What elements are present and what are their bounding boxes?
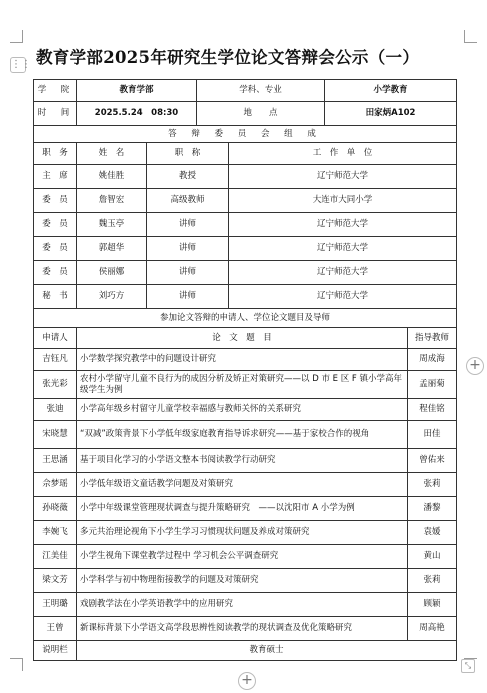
defense-table [33,79,457,661]
notes-label: 说明栏 [34,641,77,661]
member-role: 秘 书 [34,285,77,309]
member-org[interactable]: 大连市大同小学 [229,189,457,213]
advisor-name[interactable]: 周成海 [408,349,457,371]
thesis-row [34,617,457,641]
thesis-topic[interactable]: 小学生视角下课堂教学过程中 学习机会公平调查研究 [77,545,408,569]
time-label: 时 间 [34,102,77,126]
thesis-topic[interactable]: 小学低年级语文童话教学问题及对策研究 [77,473,408,497]
member-name[interactable]: 姚佳胜 [77,165,147,189]
college-value[interactable]: 教育学部 [77,80,197,102]
thesis-topic[interactable]: 农村小学留守儿童不良行为的成因分析及矫正对策研究——以 D 市 E 区 F 镇小学高年级学生为例 [77,371,408,399]
page-corner-mark [10,30,23,43]
thesis-topic[interactable]: 小学中年级课堂管理现状调查与提升策略研究 ——以沈阳市 A 小学为例 [77,497,408,521]
thesis-topic[interactable]: 小学数学探究教学中的问题设计研究 [77,349,408,371]
applicant-name[interactable]: 宋晓慧 [34,421,77,449]
applicant-name[interactable]: 江美佳 [34,545,77,569]
col-org: 工 作 单 位 [229,143,457,165]
advisor-name[interactable]: 张莉 [408,473,457,497]
resize-icon[interactable]: ⤡ [461,659,475,673]
committee-column-headers [34,143,457,165]
notes-row [34,641,457,661]
applicant-name[interactable]: 王思涵 [34,449,77,473]
page-corner-mark [10,658,23,671]
thesis-row [34,449,457,473]
advisor-name[interactable]: 黄山 [408,545,457,569]
member-name[interactable]: 詹智宏 [77,189,147,213]
member-org[interactable]: 辽宁师范大学 [229,237,457,261]
applicant-name[interactable]: 张迪 [34,399,77,421]
thesis-row [34,545,457,569]
member-name[interactable]: 魏玉亭 [77,213,147,237]
applicant-name[interactable]: 梁文芳 [34,569,77,593]
thesis-topic[interactable]: “双减”政策背景下小学低年级家庭教育指导诉求研究——基于家校合作的视角 [77,421,408,449]
member-role: 委 员 [34,213,77,237]
member-name[interactable]: 郭超华 [77,237,147,261]
member-org[interactable]: 辽宁师范大学 [229,213,457,237]
college-label: 学 院 [34,80,77,102]
applicant-name[interactable]: 佘梦瑶 [34,473,77,497]
member-org[interactable]: 辽宁师范大学 [229,165,457,189]
advisor-name[interactable]: 田佳 [408,421,457,449]
member-title[interactable]: 讲师 [147,261,229,285]
col-title: 职 称 [147,143,229,165]
applicant-name[interactable]: 王明璐 [34,593,77,617]
member-title[interactable]: 讲师 [147,285,229,309]
add-row-icon[interactable]: + [238,672,256,690]
applicant-name[interactable]: 吉钰凡 [34,349,77,371]
committee-header: 答 辩 委 员 会 组 成 [34,126,457,143]
thesis-topic[interactable]: 小学科学与初中物理衔接教学的问题及对策研究 [77,569,408,593]
thesis-row [34,371,457,399]
info-row [34,102,457,126]
thesis-row [34,399,457,421]
page-title: 教育学部2025年研究生学位论文答辩会公示（一） [36,48,420,67]
applicant-name[interactable]: 李婉飞 [34,521,77,545]
advisor-name[interactable]: 孟丽菊 [408,371,457,399]
col-advisor: 指导教师 [408,328,457,349]
notes-value[interactable]: 教育硕士 [77,641,457,661]
thesis-topic[interactable]: 新课标背景下小学语文高学段思辨性阅读教学的现状调查及优化策略研究 [77,617,408,641]
thesis-row [34,473,457,497]
col-name: 姓 名 [77,143,147,165]
member-org[interactable]: 辽宁师范大学 [229,261,457,285]
committee-row [34,285,457,309]
place-value[interactable]: 田家炳A102 [325,102,457,126]
thesis-row [34,569,457,593]
advisor-name[interactable]: 曾佑来 [408,449,457,473]
thesis-topic[interactable]: 基于项目化学习的小学语文整本书阅读教学行动研究 [77,449,408,473]
member-title[interactable]: 教授 [147,165,229,189]
advisor-name[interactable]: 顾颖 [408,593,457,617]
major-label: 学科、专业 [197,80,325,102]
info-row [34,80,457,102]
thesis-topic[interactable]: 多元共治理论视角下小学生学习习惯现状问题及养成对策研究 [77,521,408,545]
member-title[interactable]: 讲师 [147,237,229,261]
advisor-name[interactable]: 程佳铭 [408,399,457,421]
thesis-topic[interactable]: 小学高年级乡村留守儿童学校幸福感与教师关怀的关系研究 [77,399,408,421]
advisor-name[interactable]: 张莉 [408,569,457,593]
theses-header: 参加论文答辩的申请人、学位论文题目及导师 [34,309,457,328]
member-role: 主 席 [34,165,77,189]
committee-row [34,237,457,261]
member-title[interactable]: 高级教师 [147,189,229,213]
thesis-row [34,497,457,521]
major-value[interactable]: 小学教育 [325,80,457,102]
member-role: 委 员 [34,189,77,213]
move-handle-icon[interactable]: ⋮⋮ [10,57,26,73]
advisor-name[interactable]: 袁媛 [408,521,457,545]
time-value[interactable]: 2025.5.24 08:30 [77,102,197,126]
thesis-topic[interactable]: 戏剧教学法在小学英语教学中的应用研究 [77,593,408,617]
applicant-name[interactable]: 孙晓薇 [34,497,77,521]
applicant-name[interactable]: 张光彩 [34,371,77,399]
add-column-icon[interactable]: + [466,357,484,375]
page-corner-mark [464,30,477,43]
committee-row [34,165,457,189]
col-topic: 论 文 题 目 [77,328,408,349]
thesis-row [34,593,457,617]
col-applicant: 申请人 [34,328,77,349]
col-role: 职 务 [34,143,77,165]
committee-row [34,189,457,213]
member-role: 委 员 [34,237,77,261]
committee-row [34,213,457,237]
committee-row [34,261,457,285]
applicant-name[interactable]: 王曾 [34,617,77,641]
thesis-row [34,349,457,371]
member-name[interactable]: 刘巧方 [77,285,147,309]
place-label: 地 点 [197,102,325,126]
advisor-name[interactable]: 周高艳 [408,617,457,641]
member-name[interactable]: 侯丽娜 [77,261,147,285]
theses-column-headers [34,328,457,349]
member-org[interactable]: 辽宁师范大学 [229,285,457,309]
thesis-row [34,421,457,449]
thesis-row [34,521,457,545]
advisor-name[interactable]: 潘黎 [408,497,457,521]
member-title[interactable]: 讲师 [147,213,229,237]
member-role: 委 员 [34,261,77,285]
